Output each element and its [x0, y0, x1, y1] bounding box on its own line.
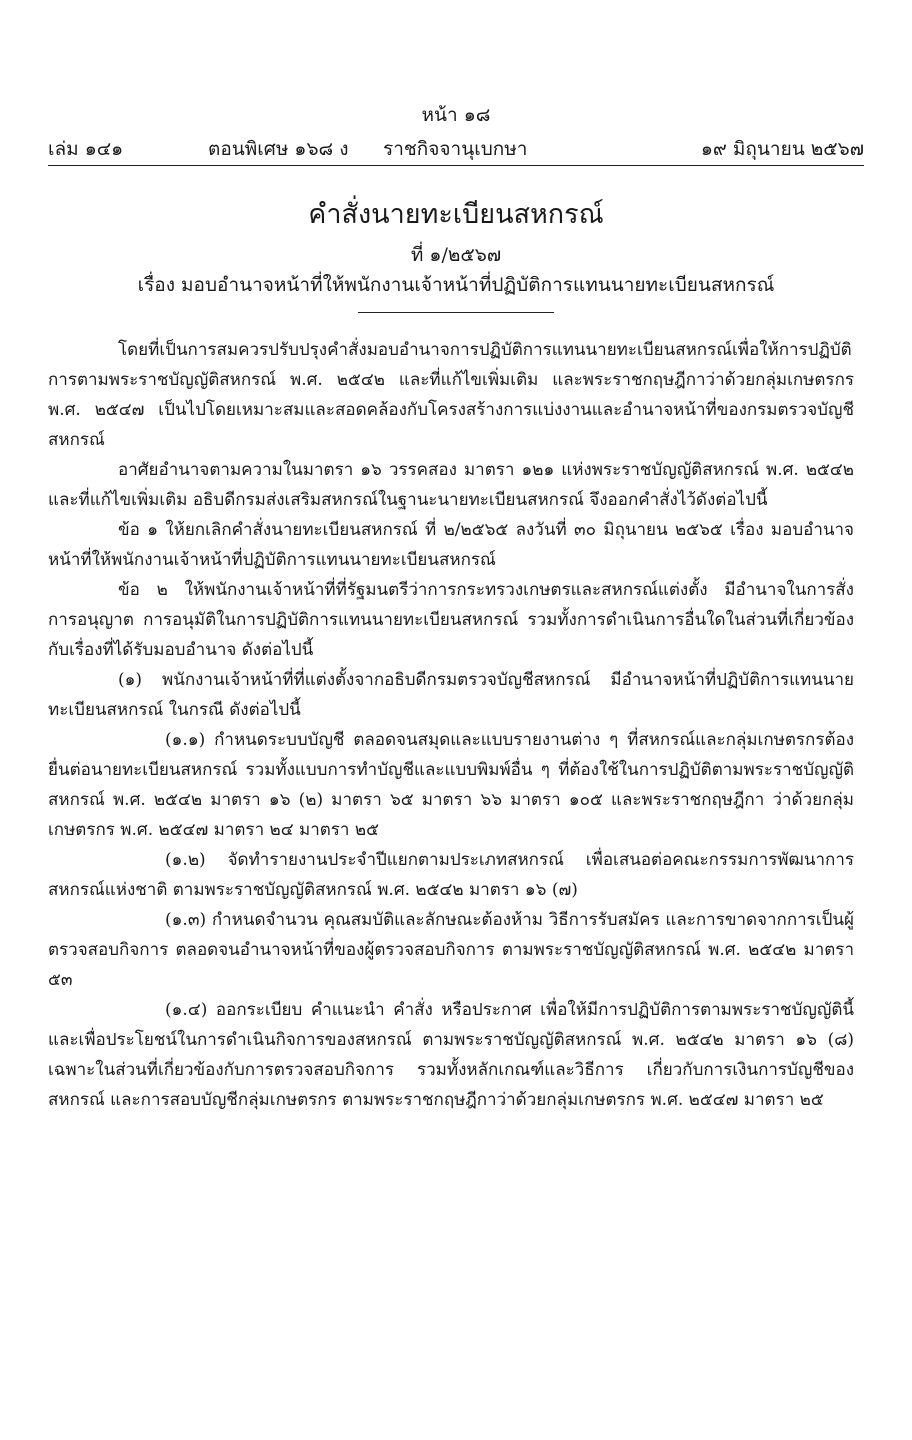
sub-clause-1-2: (๑.๒) จัดทำรายงานประจำปีแยกตามประเภทสหกรณ์ เพื่อเสนอต่อคณะกรรมการพัฒนาการสหกรณ์แห่งชาติ ตามพระราชบัญญัติสหกรณ์ พ.ศ. ๒๕๔๒ มาตรา ๑๖ (๗)	[48, 850, 854, 900]
gazette-section: ตอนพิเศษ ๑๖๘ ง	[208, 138, 349, 160]
sub-clause-1-4: (๑.๔) ออกระเบียบ คำแนะนำ คำสั่ง หรือประกาศ เพื่อให้มีการปฏิบัติการตามพระราชบัญญัตินี้ และเพื่อประโยชน์ในการดำเนินกิจการของสหกรณ์ ตามพระราชบัญญัติสหกรณ์ พ.ศ. ๒๕๔๒ มาตรา ๑๖ (๘) เฉพาะในส่วนที่เกี่ยวข้องกับการตรวจสอบกิจการ รวมทั้งหลักเกณฑ์และวิธีการ เกี่ยวกับการเงินการบัญชีของสหกรณ์ และการสอบบัญชีกลุ่มเกษตรกร ตามพระราชกฤษฎีกาว่าด้วยกลุ่มเกษตรกร พ.ศ. ๒๕๔๗ มาตรา ๒๕	[48, 1000, 854, 1110]
sub-clause-1: (๑) พนักงานเจ้าหน้าที่ที่แต่งตั้งจากอธิบดีกรมตรวจบัญชีสหกรณ์ มีอำนาจหน้าที่ปฏิบัติการแทนนายทะเบียนสหกรณ์ ในกรณี ดังต่อไปนี้	[48, 670, 854, 720]
header-divider	[48, 165, 864, 166]
page-number: หน้า ๑๘	[421, 104, 491, 126]
document-subject: เรื่อง มอบอำนาจหน้าที่ให้พนักงานเจ้าหน้าที่ปฏิบัติการแทนนายทะเบียนสหกรณ์	[137, 274, 775, 296]
preamble-paragraph: โดยที่เป็นการสมควรปรับปรุงคำสั่งมอบอำนาจการปฏิบัติการแทนนายทะเบียนสหกรณ์เพื่อให้การปฏิบัติการตามพระราชบัญญัติสหกรณ์ พ.ศ. ๒๕๔๒ และที่แก้ไขเพิ่มเติม และพระราชกฤษฎีกาว่าด้วยกลุ่มเกษตรกร พ.ศ. ๒๕๔๗ เป็นไปโดยเหมาะสมและสอดคล้องกับโครงสร้างการแบ่งงานและอำนาจหน้าที่ของกรมตรวจบัญชีสหกรณ์	[48, 340, 854, 450]
gazette-date: ๑๙ มิถุนายน ๒๕๖๗	[700, 138, 864, 160]
sub-clause-1-1: (๑.๑) กำหนดระบบบัญชี ตลอดจนสมุดและแบบรายงานต่าง ๆ ที่สหกรณ์และกลุ่มเกษตรกรต้องยื่นต่อนายทะเบียนสหกรณ์ รวมทั้งแบบการทำบัญชีและแบบพิมพ์อื่น ๆ ที่ต้องใช้ในการปฏิบัติตามพระราชบัญญัติสหกรณ์ พ.ศ. ๒๕๔๒ มาตรา ๑๖ (๒) มาตรา ๖๕ มาตรา ๖๖ มาตรา ๑๐๕ และพระราชกฤษฎีกา ว่าด้วยกลุ่มเกษตรกร พ.ศ. ๒๕๔๗ มาตรา ๒๔ มาตรา ๒๕	[48, 730, 854, 840]
title-divider	[358, 312, 554, 313]
document-body	[48, 335, 854, 1115]
sub-clause-1-3: (๑.๓) กำหนดจำนวน คุณสมบัติและลักษณะต้องห้าม วิธีการรับสมัคร และการขาดจากการเป็นผู้ตรวจสอบกิจการ ตลอดจนอำนาจหน้าที่ของผู้ตรวจสอบกิจการ ตามพระราชบัญญัติสหกรณ์ พ.ศ. ๒๕๔๒ มาตรา ๕๓	[48, 910, 854, 990]
clause-2: ข้อ ๒ ให้พนักงานเจ้าหน้าที่ที่รัฐมนตรีว่าการกระทรวงเกษตรและสหกรณ์แต่งตั้ง มีอำนาจในการสั่ง การอนุญาต การอนุมัติในการปฏิบัติการแทนนายทะเบียนสหกรณ์ รวมทั้งการดำเนินการอื่นใดในส่วนที่เกี่ยวข้องกับเรื่องที่ได้รับมอบอำนาจ ดังต่อไปนี้	[48, 580, 854, 660]
gazette-publication-name: ราชกิจจานุเบกษา	[383, 138, 528, 160]
document-number: ที่ ๑/๒๕๖๗	[410, 244, 502, 266]
gazette-volume: เล่ม ๑๔๑	[48, 138, 124, 160]
gazette-header	[48, 134, 864, 162]
authority-paragraph: อาศัยอำนาจตามความในมาตรา ๑๖ วรรคสอง มาตรา ๑๒๑ แห่งพระราชบัญญัติสหกรณ์ พ.ศ. ๒๕๔๒ และที่แก้ไขเพิ่มเติม อธิบดีกรมส่งเสริมสหกรณ์ในฐานะนายทะเบียนสหกรณ์ จึงออกคำสั่งไว้ดังต่อไปนี้	[48, 460, 854, 510]
document-title: คำสั่งนายทะเบียนสหกรณ์	[308, 199, 604, 230]
clause-1: ข้อ ๑ ให้ยกเลิกคำสั่งนายทะเบียนสหกรณ์ ที่ ๒/๒๕๖๕ ลงวันที่ ๓๐ มิถุนายน ๒๕๖๕ เรื่อง มอบอำนาจหน้าที่ให้พนักงานเจ้าหน้าที่ปฏิบัติการแทนนายทะเบียนสหกรณ์	[48, 520, 854, 570]
